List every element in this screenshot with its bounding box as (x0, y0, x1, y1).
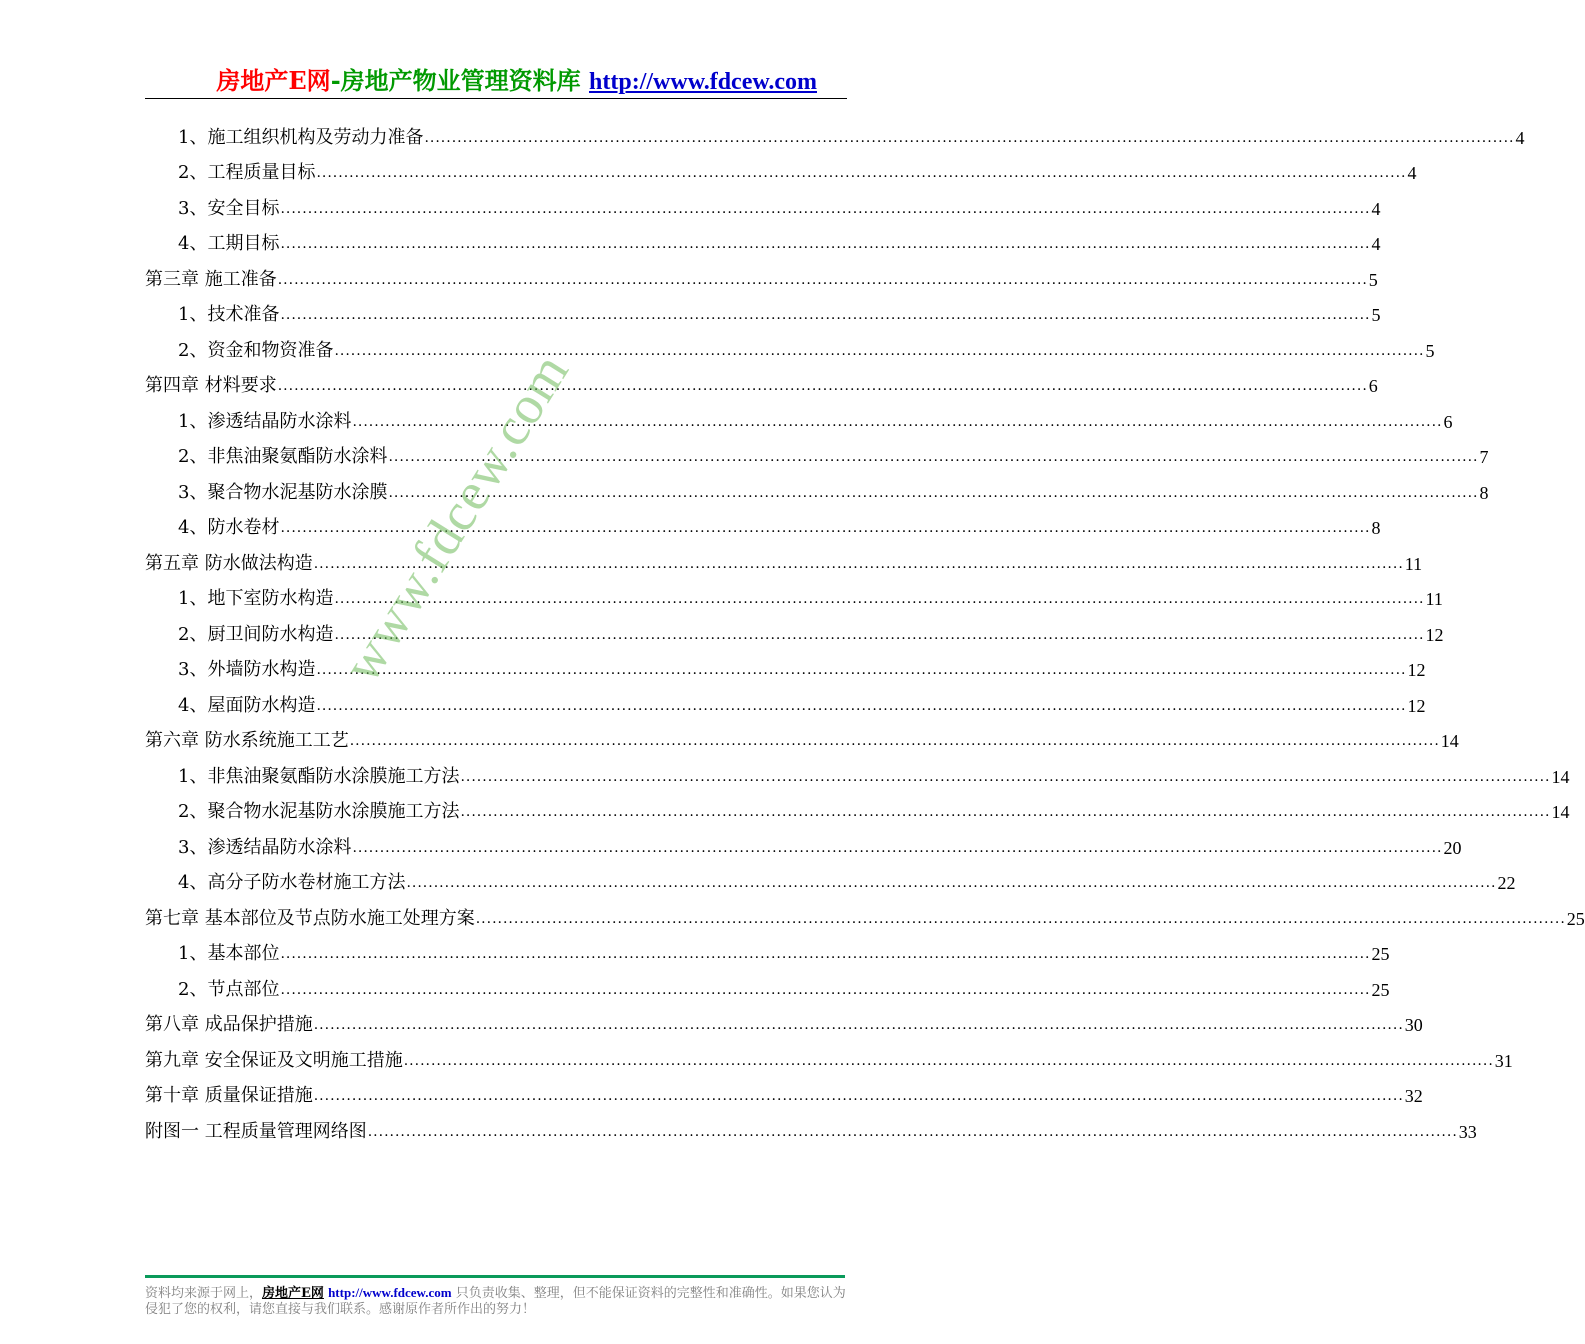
toc-dot-leader: ........................................................................................................................................................................................................ (352, 839, 1443, 856)
toc-dot-leader: ........................................................................................................................................................................................................ (334, 591, 1425, 608)
toc-dot-leader: ........................................................................................................................................................................................................ (313, 1088, 1404, 1105)
toc-section-entry[interactable] (145, 972, 1390, 1008)
toc-dot-leader: ........................................................................................................................................................................................................ (277, 378, 1368, 395)
toc-entry-title: 1、技术准备 (178, 304, 280, 326)
toc-dot-leader: ........................................................................................................................................................................................................ (280, 307, 1371, 324)
toc-dot-leader: ........................................................................................................................................................................................................ (280, 946, 1371, 963)
toc-entry-title: 4、工期目标 (178, 233, 280, 255)
toc-dot-leader: ........................................................................................................................................................................................................ (349, 733, 1440, 750)
toc-entry-title: 第十章 质量保证措施 (145, 1085, 313, 1107)
toc-entry-title: 4、高分子防水卷材施工方法 (178, 872, 406, 894)
toc-page-number: 11 (1425, 589, 1443, 610)
toc-page-number: 6 (1443, 411, 1453, 432)
toc-page-number: 8 (1371, 518, 1381, 539)
toc-entry-title: 3、渗透结晶防水涂料 (178, 836, 352, 858)
toc-chapter-entry[interactable] (145, 546, 1423, 582)
toc-page-number: 14 (1551, 802, 1570, 823)
toc-dot-leader: ........................................................................................................................................................................................................ (367, 1123, 1458, 1140)
toc-page-number: 4 (1407, 163, 1417, 184)
toc-entry-title: 第八章 成品保护措施 (145, 1014, 313, 1036)
footer-divider (145, 1275, 845, 1278)
toc-section-entry[interactable] (145, 759, 1570, 795)
toc-page-number: 25 (1371, 979, 1390, 1000)
toc-section-entry[interactable] (145, 866, 1516, 902)
toc-page-number: 22 (1497, 873, 1516, 894)
toc-entry-title: 2、资金和物资准备 (178, 339, 334, 361)
toc-chapter-entry[interactable] (145, 1043, 1513, 1079)
toc-page-number: 31 (1494, 1050, 1513, 1071)
toc-entry-title: 1、地下室防水构造 (178, 588, 334, 610)
page-footer (145, 1285, 852, 1318)
toc-section-entry[interactable] (145, 795, 1570, 831)
toc-dot-leader: ........................................................................................................................................................................................................ (316, 165, 1407, 182)
toc-section-entry[interactable] (145, 120, 1525, 156)
header-title (216, 66, 817, 97)
toc-section-entry[interactable] (145, 156, 1417, 192)
toc-page-number: 12 (1425, 624, 1444, 645)
footer-prefix: 资料均来源于网上， (145, 1286, 263, 1301)
toc-section-entry[interactable] (145, 617, 1444, 653)
toc-entry-title: 1、施工组织机构及劳动力准备 (178, 126, 424, 148)
toc-entry-title: 3、聚合物水泥基防水涂膜 (178, 481, 388, 503)
toc-section-entry[interactable] (145, 830, 1462, 866)
header-subtitle: 房地产物业管理资料库 (340, 66, 581, 95)
toc-dot-leader: ........................................................................................................................................................................................................ (313, 555, 1404, 572)
toc-entry-title: 第五章 防水做法构造 (145, 552, 313, 574)
toc-page-number: 4 (1371, 198, 1381, 219)
toc-dot-leader: ........................................................................................................................................................................................................ (406, 875, 1497, 892)
footer-suffix: 只负责收集、整理，但不能保证资料的完整性和准确性。如果您认为侵犯了您的权利，请您直接与我们联系。感谢原作者所作出的努力！ (145, 1286, 846, 1317)
watermark: www.fdcew.com (330, 342, 581, 693)
toc-section-entry[interactable] (145, 937, 1390, 973)
toc-entry-title: 1、非焦油聚氨酯防水涂膜施工方法 (178, 765, 460, 787)
toc-page-number: 20 (1443, 837, 1462, 858)
toc-page-number: 33 (1458, 1121, 1477, 1142)
toc-dot-leader: ........................................................................................................................................................................................................ (313, 1017, 1404, 1034)
toc-entry-title: 第九章 安全保证及文明施工措施 (145, 1049, 403, 1071)
toc-dot-leader: ........................................................................................................................................................................................................ (334, 342, 1425, 359)
toc-page-number: 8 (1479, 482, 1489, 503)
toc-chapter-entry[interactable] (145, 1114, 1477, 1150)
toc-dot-leader: ........................................................................................................................................................................................................ (280, 981, 1371, 998)
toc-dot-leader: ........................................................................................................................................................................................................ (460, 804, 1551, 821)
toc-chapter-entry[interactable] (145, 262, 1378, 298)
toc-page-number: 14 (1551, 766, 1570, 787)
toc-page-number: 7 (1479, 447, 1489, 468)
toc-dot-leader: ........................................................................................................................................................................................................ (475, 910, 1566, 927)
toc-page-number: 14 (1440, 731, 1459, 752)
toc-section-entry[interactable] (145, 688, 1426, 724)
toc-chapter-entry[interactable] (145, 724, 1459, 760)
toc-page-number: 12 (1407, 695, 1426, 716)
toc-entry-title: 第六章 防水系统施工工艺 (145, 730, 349, 752)
toc-entry-title: 2、工程质量目标 (178, 162, 316, 184)
header-brand: 房地产E网 (216, 66, 331, 95)
toc-entry-title: 3、外墙防水构造 (178, 659, 316, 681)
toc-page-number: 4 (1515, 127, 1525, 148)
toc-section-entry[interactable] (145, 582, 1443, 618)
toc-page-number: 25 (1371, 944, 1390, 965)
toc-dot-leader: ........................................................................................................................................................................................................ (403, 1052, 1494, 1069)
toc-dot-leader: ........................................................................................................................................................................................................ (280, 200, 1371, 217)
footer-brand: 房地产E网 (262, 1286, 324, 1301)
toc-dot-leader: ........................................................................................................................................................................................................ (388, 484, 1479, 501)
toc-page-number: 5 (1371, 305, 1381, 326)
toc-page-number: 32 (1404, 1086, 1423, 1107)
toc-dot-leader: ........................................................................................................................................................................................................ (352, 413, 1443, 430)
toc-dot-leader: ........................................................................................................................................................................................................ (277, 271, 1368, 288)
toc-entry-title: 第三章 施工准备 (145, 268, 277, 290)
toc-entry-title: 2、非焦油聚氨酯防水涂料 (178, 446, 388, 468)
toc-page-number: 5 (1368, 269, 1378, 290)
toc-section-entry[interactable] (145, 333, 1435, 369)
toc-entry-title: 4、屋面防水构造 (178, 694, 316, 716)
toc-section-entry[interactable] (145, 191, 1381, 227)
toc-entry-title: 第四章 材料要求 (145, 375, 277, 397)
toc-dot-leader: ........................................................................................................................................................................................................ (424, 129, 1515, 146)
page-header (145, 64, 847, 99)
toc-page-number: 30 (1404, 1015, 1423, 1036)
toc-dot-leader: ........................................................................................................................................................................................................ (316, 697, 1407, 714)
toc-entry-title: 3、安全目标 (178, 197, 280, 219)
toc-entry-title: 2、节点部位 (178, 978, 280, 1000)
toc-page-number: 6 (1368, 376, 1378, 397)
toc-section-entry[interactable] (145, 227, 1381, 263)
toc-chapter-entry[interactable] (145, 369, 1378, 405)
toc-page-number: 5 (1425, 340, 1435, 361)
toc-dot-leader: ........................................................................................................................................................................................................ (280, 236, 1371, 253)
toc-dot-leader: ........................................................................................................................................................................................................ (280, 520, 1371, 537)
toc-entry-title: 1、基本部位 (178, 943, 280, 965)
toc-entry-title: 2、厨卫间防水构造 (178, 623, 334, 645)
toc-chapter-entry[interactable] (145, 901, 1585, 937)
toc-section-entry[interactable] (145, 298, 1381, 334)
toc-page-number: 25 (1566, 908, 1585, 929)
toc-dot-leader: ........................................................................................................................................................................................................ (334, 626, 1425, 643)
toc-page-number: 11 (1404, 553, 1423, 574)
toc-entry-title: 4、防水卷材 (178, 517, 280, 539)
header-url-link[interactable]: http://www.fdcew.com (589, 69, 817, 95)
toc-entry-title: 2、聚合物水泥基防水涂膜施工方法 (178, 801, 460, 823)
toc-section-entry[interactable] (145, 653, 1426, 689)
toc-entry-title: 第七章 基本部位及节点防水施工处理方案 (145, 907, 475, 929)
toc-entry-title: 1、渗透结晶防水涂料 (178, 410, 352, 432)
header-dash: - (330, 66, 341, 95)
toc-dot-leader: ........................................................................................................................................................................................................ (388, 449, 1479, 466)
footer-url-link[interactable]: http://www.fdcew.com (328, 1285, 452, 1300)
toc-page-number: 12 (1407, 660, 1426, 681)
toc-chapter-entry[interactable] (145, 1008, 1423, 1044)
toc-dot-leader: ........................................................................................................................................................................................................ (316, 662, 1407, 679)
toc-chapter-entry[interactable] (145, 1079, 1423, 1115)
toc-dot-leader: ........................................................................................................................................................................................................ (460, 768, 1551, 785)
toc-page-number: 4 (1371, 234, 1381, 255)
toc-entry-title: 附图一 工程质量管理网络图 (145, 1120, 367, 1142)
table-of-contents (145, 120, 1585, 1150)
